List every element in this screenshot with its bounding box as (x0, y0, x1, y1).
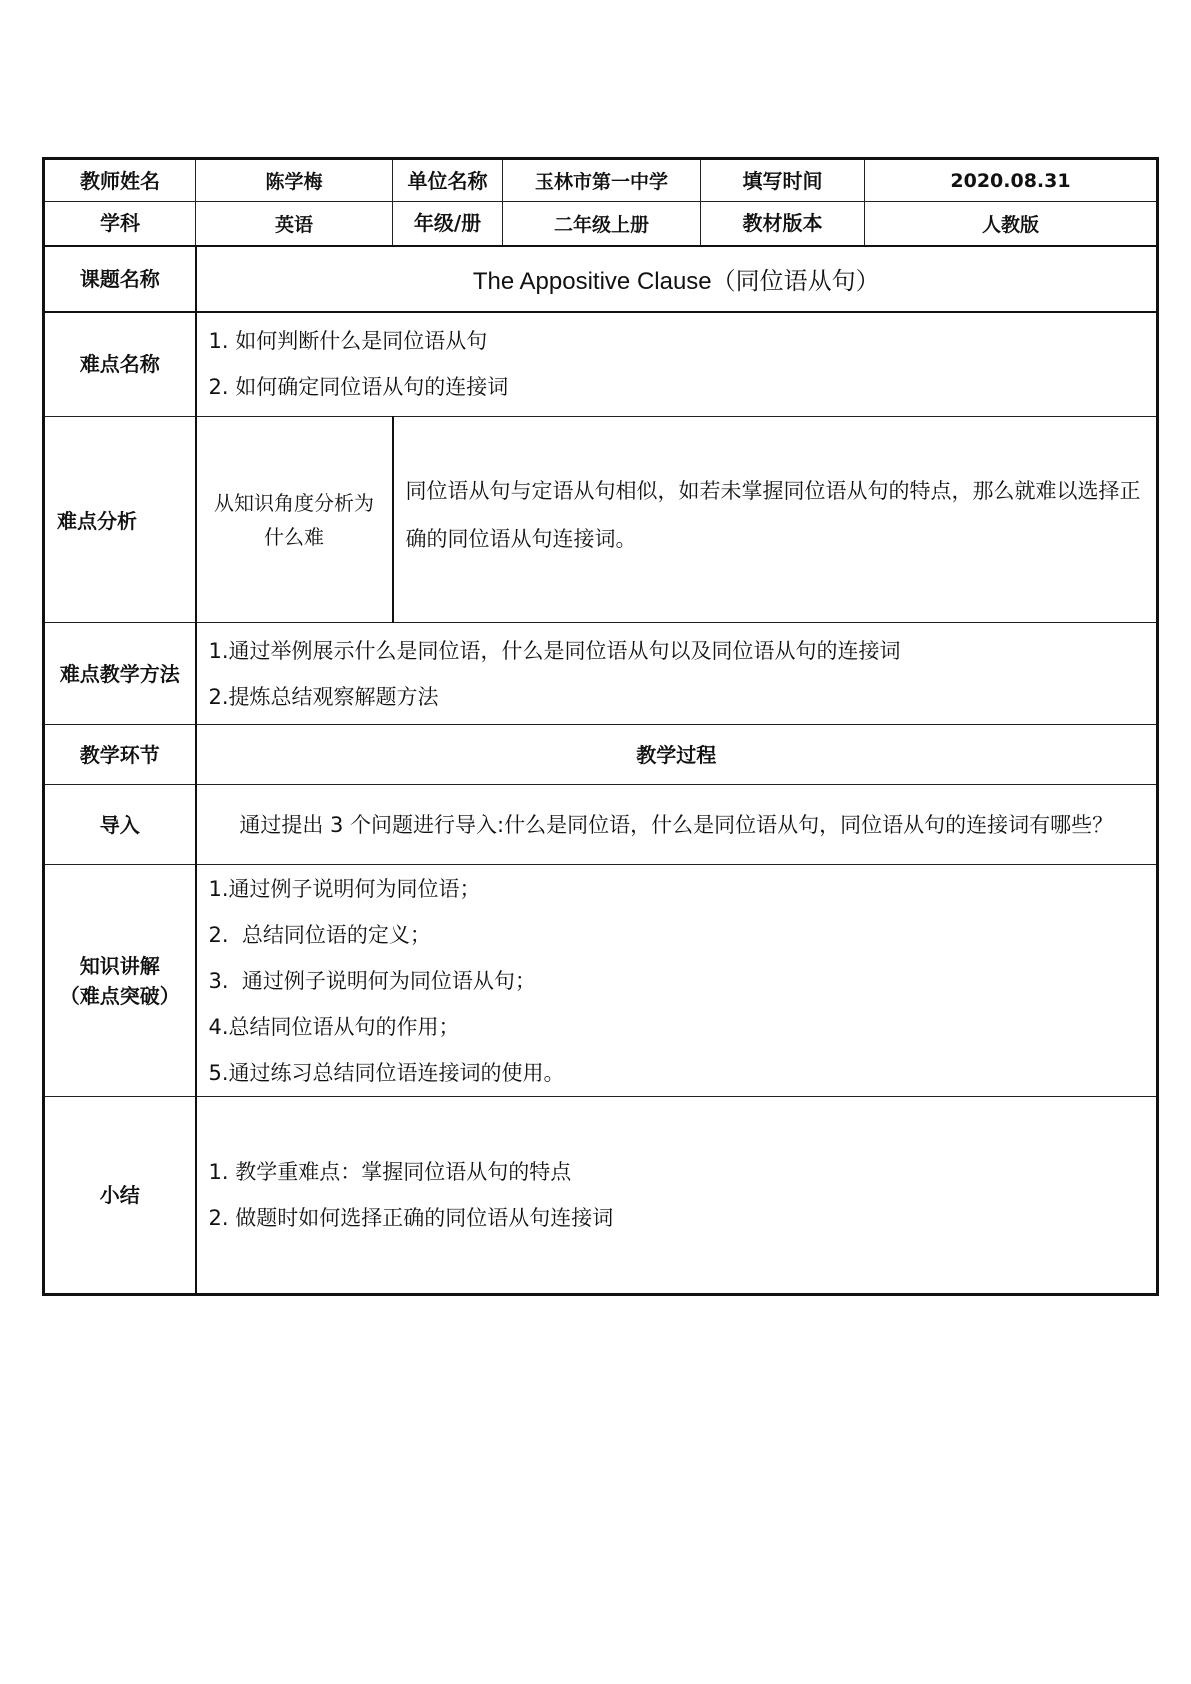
process-header-row (44, 725, 1158, 785)
difficulty-row (44, 312, 1158, 417)
difficulty-label: 难点名称 (44, 312, 196, 417)
method-item: 2.提炼总结观察解题方法 (208, 684, 439, 709)
knowledge-item: 1.通过例子说明何为同位语； (208, 876, 481, 901)
method-list (196, 623, 1158, 725)
subject-label: 学科 (44, 202, 196, 246)
difficulty-item: 2. 如何确定同位语从句的连接词 (208, 375, 509, 400)
knowledge-item: 2. 总结同位语的定义； (208, 922, 431, 947)
edition-value: 人教版 (865, 202, 1158, 246)
unit-name-label: 单位名称 (393, 159, 503, 202)
topic-row (44, 246, 1158, 312)
lesson-plan-form (42, 157, 1156, 1296)
knowledge-label-line-2: （难点突破） (59, 983, 180, 1008)
analysis-text: 同位语从句与定语从句相似，如若未掌握同位语从句的特点，那么就难以选择正确的同位语从句连接词。 (393, 417, 1158, 623)
knowledge-label-line-1: 知识讲解 (79, 953, 160, 978)
subject-value: 英语 (196, 202, 393, 246)
analysis-label: 难点分析 (44, 417, 196, 623)
analysis-sub-label: 从知识角度分析为什么难 (196, 417, 393, 623)
summary-row (44, 1097, 1158, 1295)
header-row-1 (44, 159, 1158, 202)
difficulty-list (196, 312, 1158, 417)
teacher-name-value: 陈学梅 (196, 159, 393, 202)
intro-text: 通过提出 3 个问题进行导入:什么是同位语，什么是同位语从句，同位语从句的连接词有哪些？ (196, 785, 1158, 865)
summary-list (196, 1097, 1158, 1295)
knowledge-item: 4.总结同位语从句的作用； (208, 1014, 460, 1039)
analysis-row (44, 417, 1158, 623)
fill-date-value: 2020.08.31 (865, 159, 1158, 202)
edition-label: 教材版本 (701, 202, 865, 246)
method-item: 1.通过举例展示什么是同位语，什么是同位语从句以及同位语从句的连接词 (208, 638, 901, 663)
lesson-plan-table (42, 157, 1159, 1296)
intro-label: 导入 (44, 785, 196, 865)
fill-date-label: 填写时间 (701, 159, 865, 202)
knowledge-item: 3. 通过例子说明何为同位语从句； (208, 968, 536, 993)
summary-label: 小结 (44, 1097, 196, 1295)
knowledge-item: 5.通过练习总结同位语连接词的使用。 (208, 1060, 565, 1085)
topic-value: The Appositive Clause（同位语从句） (196, 246, 1158, 312)
intro-row (44, 785, 1158, 865)
knowledge-list (196, 865, 1158, 1097)
difficulty-item: 1. 如何判断什么是同位语从句 (208, 329, 488, 354)
grade-value: 二年级上册 (503, 202, 701, 246)
topic-label: 课题名称 (44, 246, 196, 312)
summary-item: 1. 教学重难点：掌握同位语从句的特点 (208, 1160, 572, 1184)
knowledge-label (44, 865, 196, 1097)
process-step-label: 教学环节 (44, 725, 196, 785)
knowledge-row (44, 865, 1158, 1097)
summary-item: 2. 做题时如何选择正确的同位语从句连接词 (208, 1206, 614, 1230)
process-title: 教学过程 (196, 725, 1158, 785)
header-row-2 (44, 202, 1158, 246)
unit-name-value: 玉林市第一中学 (503, 159, 701, 202)
method-row (44, 623, 1158, 725)
teacher-name-label: 教师姓名 (44, 159, 196, 202)
method-label: 难点教学方法 (44, 623, 196, 725)
grade-label: 年级/册 (393, 202, 503, 246)
